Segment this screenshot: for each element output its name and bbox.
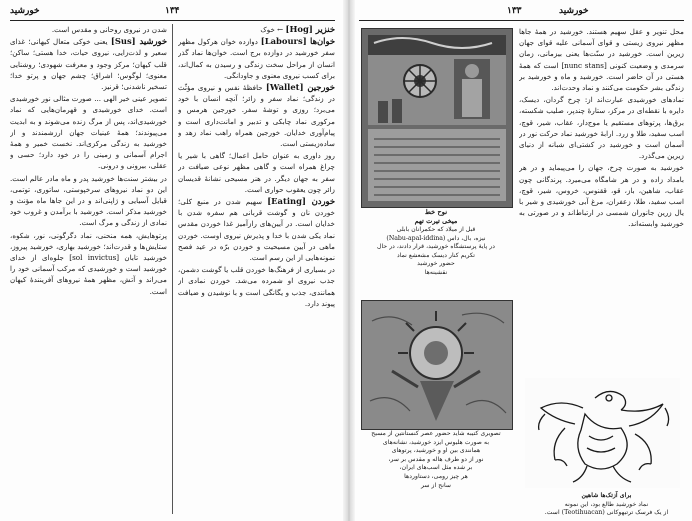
book-gutter [343, 0, 355, 521]
tablet-relief-drawing [362, 29, 512, 207]
entry-term: خوان‌ها [Labours] [260, 36, 335, 47]
entry [10, 24, 167, 35]
entry-text: محل تنویر و عقل سهیم هستند. خورشید در همهٔ جاها مظهر نیروی زیستی و قوای آسمانی علیه قوای جهان زیرین است. خورشید در سنّت‌ها یعنی بیزمانی، زمان سرمدی و وضعیت کنونی [nunc stans] است که همهٔ هستی در آن حاضر است. خورشید و ماه و خورشید بر زندگی بشر حکومت می‌کنند و نماد وحدت‌اند. [519, 27, 684, 93]
entry [10, 230, 167, 297]
caption-line: بر شده مثل اسب‌های ایران، [399, 464, 473, 472]
entry-text: تصویر عینی خیر الهی ... صورت مثالی نور خورشیدی است. خدای خورشیدی و قهرمان‌هایی که نماد خورشیدی‌اند، پس از مرگ زنده می‌شوند و به ابدیت می‌پیوندند؛ همهٔ عینیات جهان ارزشمندند و از خورشید به زندگی مرکزی‌اند. نخست خمیر و همهٔ اجرام آسمانی و زمینی را در خود دارد؛ حسی و عقلی، بیرونی و درونی. [10, 94, 167, 171]
entry-text: یعنی خوکی متعال کیهانی؛ غذای سعیر و لذت‌زایی، نیروی حیات، خدا هستی؛ ساکن؛ قلب کیهان؛ مرکز وجود و معرفت شهودی؛ روشنایی معنوی؛ لوگوس؛ اشراق؛ چشم جهان و پرتو خدا؛ تسخیر ناشدنی؛ قرنیز. [10, 37, 167, 92]
entry [178, 150, 335, 195]
running-head-title: خورشید [559, 6, 589, 16]
entry-term: خوردن [Eating] [267, 196, 335, 207]
entry-text: خورشید به صورت چرخ، جهان را می‌پیماید و در هر بامداد زاده و در هر شامگاه می‌میرد. پرندگانی چون عقاب، شاهین، باز، قو، ققنوس، خروس، شیر، قوچ، اسب سفید، طلا، زعفران، مرغ آبی خورشیدی و شیر با یال زرین جانوران شمسی در ارتباط‌اند و در صورتی به خورشید وابسته‌اند. [519, 163, 684, 229]
christ-helios-mosaic-image [361, 300, 513, 430]
caption-line: تصویری کتیبه شاید حضور عصر کنستانتین از مسیح [371, 430, 501, 437]
caption-line: نماد خورشید طالع بود، این نمونه [564, 500, 649, 508]
caption-line: در پایهٔ پرستشگاه خورشید، قرار دادند، در حال [377, 243, 495, 251]
caption-line: تکریم کنار دیسک مشعشع نماد [396, 251, 476, 259]
entry [178, 36, 335, 81]
entry [519, 162, 684, 229]
left-page-column-left [10, 24, 167, 514]
entry-text: در بسیاری از فرهنگ‌ها خوردن قلب یا گوشت دشمن، جذب نیروی او شمرده می‌شد. خوردن نمادی از همانندی، جذب و یگانگی است و با نوشیدن و ضیافت پیوند دارد. [178, 265, 335, 308]
header-rule [10, 20, 335, 21]
right-page [355, 0, 692, 521]
left-page-column-right [178, 24, 335, 514]
babylonian-sun-tablet-image [361, 28, 513, 208]
entry [10, 93, 167, 171]
entry [519, 94, 684, 161]
mosaic-drawing [362, 301, 512, 429]
caption-line: به صورت هلیوس ایزد خورشید، نشانه‌های [382, 438, 490, 446]
entry-text: سهیم شدن در منبع کلی؛ خوردن نان و گوشت قربانی هم سفره شدن با خدایان است. در آیین‌های رازآمیز غذا خوردن مقدس نماد یکی شدن با خدا و پذیرش نیروی اوست. خوردن ماهی در آیین مسیحیت و خوردن برّه در عید فصح نمونه‌هایی از این رسم است. [178, 197, 335, 263]
right-page-text-column [519, 26, 684, 372]
caption-line: نور از دو طرف هاله و مقدس بر سر، [388, 455, 484, 463]
entry-text: در بیشتر سنت‌ها خورشید پدر و ماه مادر عالم است. این دو نماد نیروهای سرخپوستی، ساتوری، توتمی، قبایل آسیایی و ژاپنی‌اند و در این جاها ماه مؤنث و خورشید مذکر است. خورشید با برآمدن و غروب خود نمادی از زندگی و مرگ است. [10, 173, 167, 228]
entry-text: روز داوری به عنوان حامل اعمال؛ گاهی با شیر یا چراغ همراه است و گاهی مظهر نوعی ضیافت در سفر به جهان دیگر. در هنر مسیحی نشانهٔ قدیسان زائر چون یعقوب حواری است. [178, 151, 335, 194]
page-number: ۱۳۳ [507, 6, 522, 16]
entry-text: حافظهٔ نفس و نیروی مؤثّث در زندگی؛ نماد سفر و زائر؛ آنچه انسان با خود می‌برد؛ روزی و توشهٔ سفر. خورجین هرمس و مرکوری نماد چابکی و تدبیر و امانت‌داری است و پیام‌آوری خدایان. خورجین همراه راهب نماد زهد و ساده‌زیستی است. [178, 83, 335, 149]
caption-line: سانح از سر [420, 481, 452, 489]
top-figure-caption [361, 208, 511, 278]
bottom-figure-caption [529, 492, 684, 518]
running-head-title: خورشید [10, 6, 40, 16]
caption-line: حضور خورشید [417, 260, 455, 268]
caption-line: از یک فرسک ترتیهوکانی (Teotihuacan) است. [544, 509, 669, 517]
entry [178, 264, 335, 309]
entry-text: دوازده خوان هرکول مظهر سفر خورشید در دوازده برج است. خوان‌ها نماد گذر انسان از مراحل سخت زندگی و رسیدن به کمال‌اند، برای کسب نیروی معنوی و جاودانگی. [178, 37, 335, 80]
caption-line: نقشینه‌ها [424, 268, 448, 276]
eagle-line-art [525, 378, 680, 488]
entry-term: خورجین [Wallet] [265, 82, 335, 93]
entry-text: ← خوک [260, 25, 284, 34]
entry [178, 196, 335, 263]
caption-line: هر چیز رومی، دستاوردها [404, 472, 468, 480]
entry-text: نمادهای خورشیدی عبارت‌اند از: چرخ گردان، دیسک، دایره با نقطه‌ای در مرکز، ستارهٔ چندپر، صلیب شکسته، برق‌ها، پرتوهای مستقیم یا موج‌دار، عقاب، شیر، قوچ، اسب سفید، طلا و زرد. ارابهٔ خورشید نماد حرکت نور در آسمان است و خورشید در کشتی‌ای شبانه از دنیای زیرین می‌گذرد. [519, 95, 684, 161]
right-page-header [359, 6, 684, 20]
aztec-eagle-drawing [525, 378, 680, 488]
middle-figure-caption [361, 430, 511, 490]
column-divider [172, 24, 173, 514]
entry [178, 24, 335, 35]
caption-subtitle: میخی تیرت تهم [414, 217, 458, 225]
page-number: ۱۳۴ [165, 6, 180, 16]
caption-line: قبل از میلاد که حکمرانان بابلی [396, 226, 476, 233]
entry-term: خنزیر [Hog] [285, 24, 335, 34]
entry-term: خورشید [Sus] [110, 36, 167, 47]
entry [10, 36, 167, 92]
entry [519, 26, 684, 93]
entry-text: شدن در نیروی روحانی و مقدس است. [51, 25, 167, 34]
left-page [0, 0, 343, 521]
caption-title: نوح خط [424, 208, 448, 216]
caption-line: نیزه، بال، داس (Nabu-apal-iddina) [386, 234, 486, 242]
entry [10, 173, 167, 229]
entry [178, 82, 335, 149]
caption-line: برای آزتک‌ها شاهین [581, 492, 632, 499]
header-rule [359, 20, 684, 21]
left-page-header [10, 6, 335, 20]
caption-line: همانندی بین او و خورشید، پرتوهای [391, 447, 481, 455]
entry-text: پرتوهایش، همه منحنی، نماد دگرگونی، نور، شکوه، ستایش‌ها و قدرت‌اند؛ خورشید بهاری، خورشید پیروز، خورشید تابان [sol invictus] جلوه‌ای از خدای خورشید است و خورشیدی که مرکب آسمانی خود را می‌راند و آتش، مظهر همهٔ نیروهای آفرینندهٔ کیهان است. [10, 230, 167, 296]
